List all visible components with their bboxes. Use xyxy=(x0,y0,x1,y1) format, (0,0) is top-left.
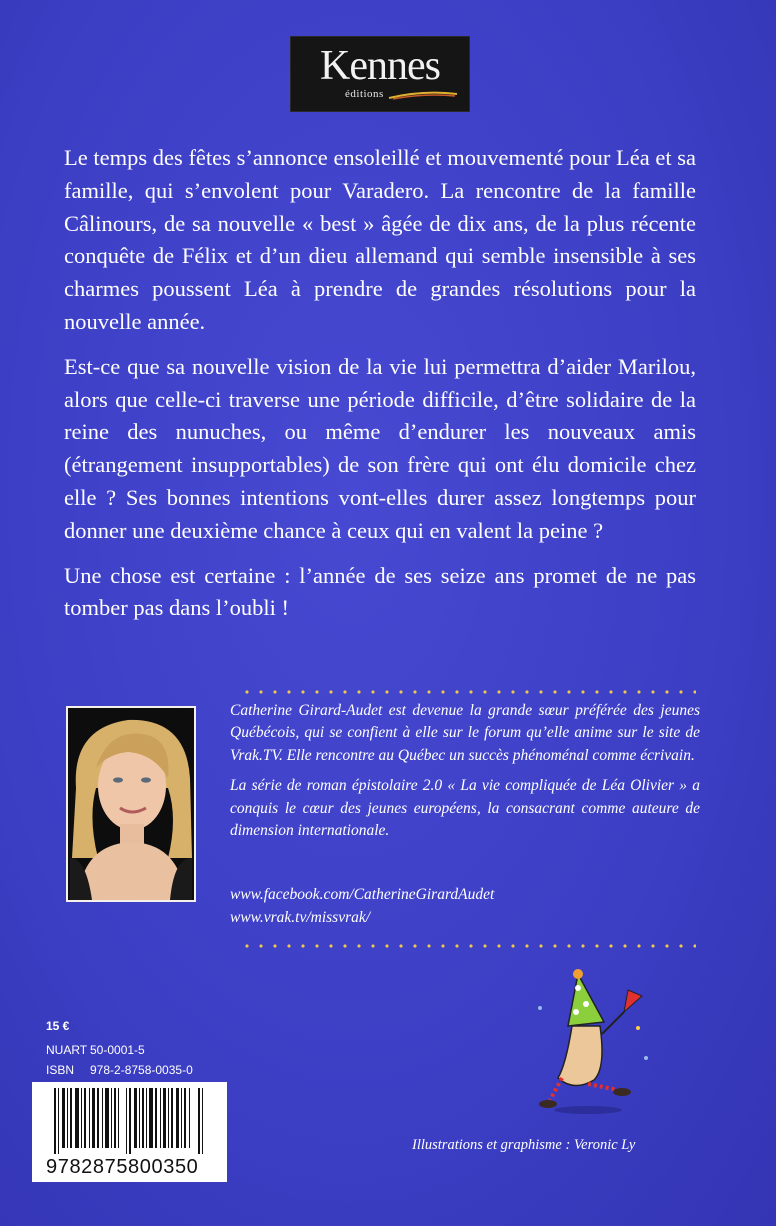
dotted-divider-top xyxy=(240,689,696,695)
back-cover-blurb xyxy=(64,142,696,637)
nuart-row xyxy=(46,1041,193,1061)
isbn-label: ISBN xyxy=(46,1062,75,1077)
nuart-value: 50-0001-5 xyxy=(90,1043,145,1057)
blurb-paragraph: Le temps des fêtes s’annonce ensoleillé et mouvementé pour Léa et sa famille, qui s’envolent pour Varadero. La rencontre de la famille Câlinours, de sa nouvelle « best » âgée de dix ans, de la plus récente conquête de Félix et d’un dieu allemand qui semble insensible à ses charmes poussent Léa à prendre de grandes résolutions pour la nouvelle année. xyxy=(64,145,696,334)
illustration-credits: Illustrations et graphisme : Veronic Ly xyxy=(412,1137,636,1153)
author-bio-paragraph: Catherine Girard-Audet est devenue la grande sœur préférée des jeunes Québécois, qui se confient à elle sur le forum qu’elle anime sur le site de Vrak.TV. Elle rencontre au Québec un succès phénoménal comme écrivain. xyxy=(230,702,700,764)
blurb-paragraph: Est-ce que sa nouvelle vision de la vie lui permettra d’aider Marilou, alors que celle-ci traverse une période difficile, d’être solidaire de la reine des nunuches, ou même d’endurer les nouveaux amis (étrangement insupportables) de son frère qui ont élu domicile chez elle ? Ses bonnes intentions vont-elles durer assez longtemps pour donner une deuxième chance à ceux qui en valent la peine ? xyxy=(64,353,696,543)
publisher-logo xyxy=(290,36,470,112)
barcode-digits: 9782875800350 xyxy=(46,1156,199,1178)
publisher-logo-text: Kennes xyxy=(320,43,440,89)
author-bio xyxy=(230,700,700,850)
facebook-link[interactable]: www.facebook.com/CatherineGirardAudet xyxy=(230,886,495,903)
barcode-bars-icon xyxy=(32,1082,227,1158)
author-links xyxy=(230,884,494,929)
isbn-value: 978-2-8758-0035-0 xyxy=(90,1062,193,1077)
isbn-row xyxy=(46,1061,193,1081)
author-portrait-icon xyxy=(68,708,194,900)
price-label: 15 € xyxy=(46,1019,70,1033)
logo-swoosh-icon xyxy=(387,89,459,101)
author-bio-paragraph: La série de roman épistolaire 2.0 « La vie compliquée de Léa Olivier » a conquis le cœur des jeunes européens, la consacrant comme auteure de dimension internationale. xyxy=(230,777,700,840)
author-photo xyxy=(66,706,196,902)
isbn-barcode xyxy=(32,1082,227,1182)
dotted-divider-bottom xyxy=(240,943,696,949)
publisher-logo-subtext: éditions xyxy=(345,88,384,100)
vrak-link[interactable]: www.vrak.tv/missvrak/ xyxy=(230,908,371,926)
blurb-paragraph: Une chose est certaine : l’année de ses seize ans promet de ne pas tomber pas dans l’oubli ! xyxy=(64,562,696,621)
product-codes xyxy=(46,1041,193,1080)
party-nose-mascot-icon xyxy=(528,968,658,1118)
nuart-label: NUART xyxy=(46,1043,88,1057)
